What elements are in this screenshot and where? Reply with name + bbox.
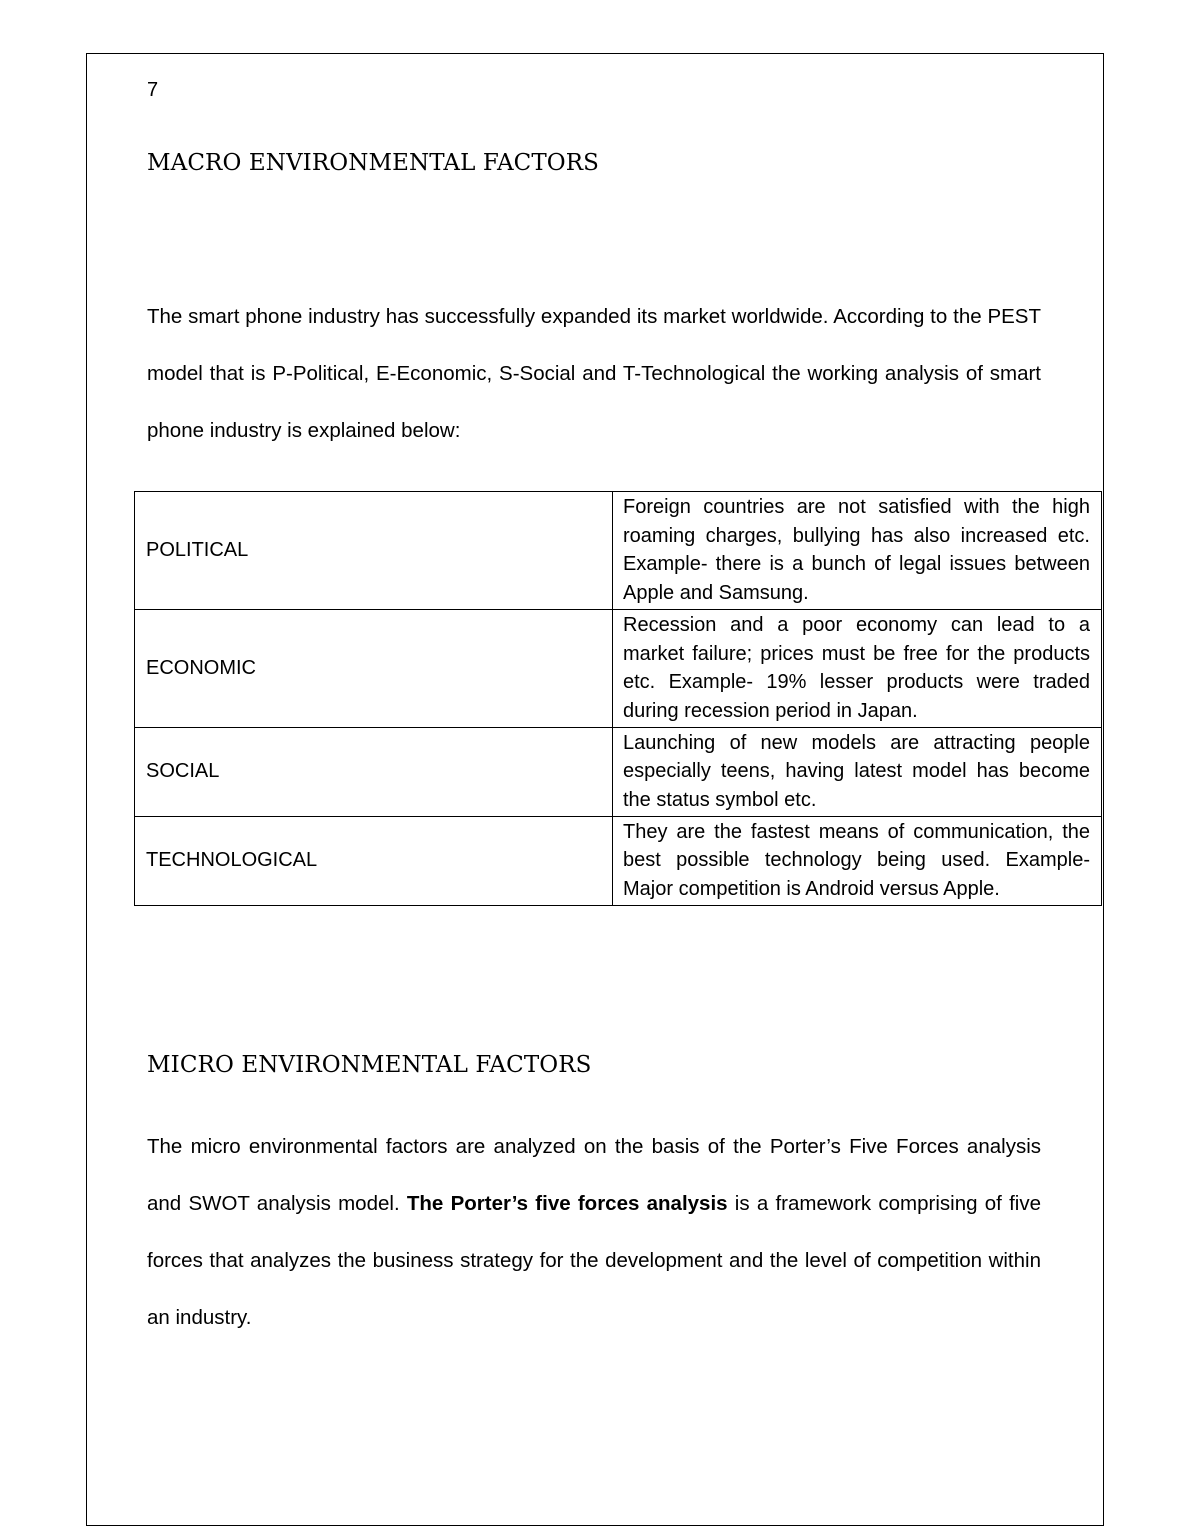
micro-paragraph-bold: The Porter’s five forces analysis <box>406 1192 728 1215</box>
micro-paragraph <box>147 1118 1041 1346</box>
factor-label-economic: ECONOMIC <box>135 609 613 727</box>
macro-paragraph: The smart phone industry has successfully expanded its market worldwide. According to the PEST model that is P-Political, E-Economic, S-Social and T-Technological the working analysis of smart phone industry is explained below: <box>147 305 1041 442</box>
factor-description-economic: Recession and a poor economy can lead to a market failure; prices must be free for the products etc. Example- 19% lesser products were traded during recession period in Japan. <box>613 609 1102 727</box>
factor-description-technological: They are the fastest means of communication, the best possible technology being used. Example- Major competition is Android versus Apple. <box>613 816 1102 905</box>
factor-description-political: Foreign countries are not satisfied with the high roaming charges, bullying has also increased etc. Example- there is a bunch of legal issues between Apple and Samsung. <box>613 492 1102 610</box>
micro-paragraph-start: The micro environmental factors are analyzed on the basis of the Porter’s Five Forces analysis and SWOT analysis model. <box>147 1135 1041 1215</box>
factor-label-technological: TECHNOLOGICAL <box>135 816 613 905</box>
table-row-technological <box>135 816 1102 905</box>
macro-heading: MACRO ENVIRONMENTAL FACTORS <box>147 150 600 176</box>
table-row-economic <box>135 609 1102 727</box>
factor-description-social: Launching of new models are attracting people especially teens, having latest model has become the status symbol etc. <box>613 727 1102 816</box>
pest-table <box>134 491 1102 906</box>
table-row-political <box>135 492 1102 610</box>
micro-heading: MICRO ENVIRONMENTAL FACTORS <box>147 1052 592 1078</box>
factor-label-social: SOCIAL <box>135 727 613 816</box>
factor-label-political: POLITICAL <box>135 492 613 610</box>
table-row-social <box>135 727 1102 816</box>
page-number: 7 <box>147 79 159 101</box>
micro-paragraph-end: is a framework comprising of five forces that analyzes the business strategy for the development and the level of competition within an industry. <box>147 1192 1041 1329</box>
